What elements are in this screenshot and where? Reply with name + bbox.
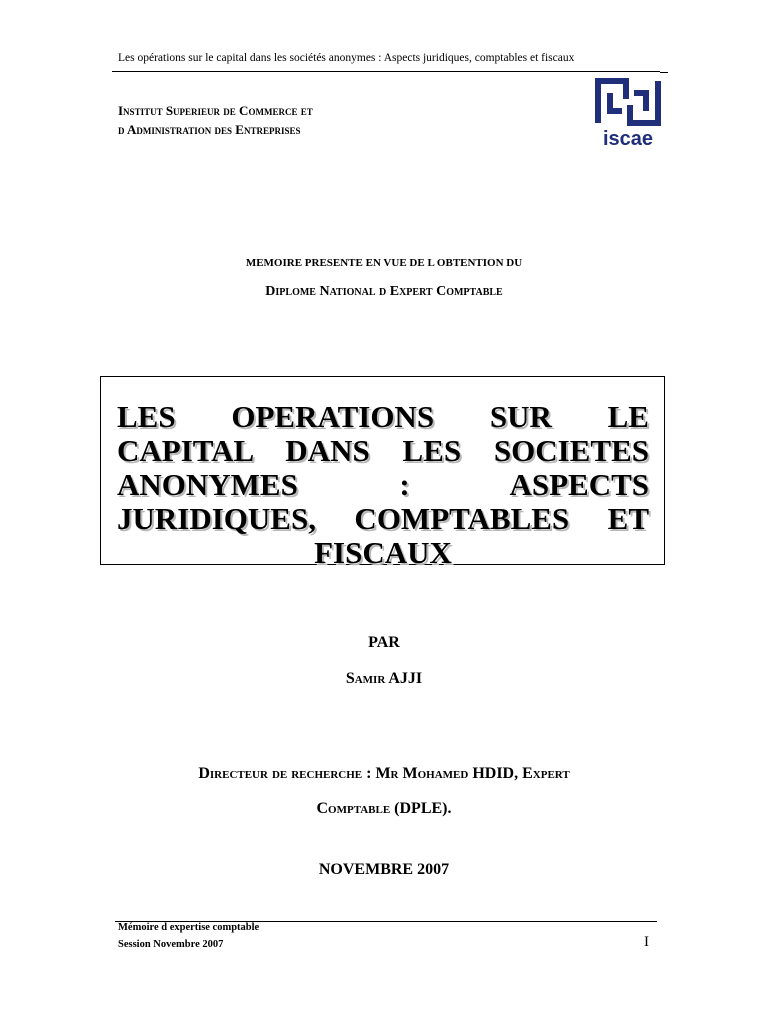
logo-wordmark: iscae (602, 128, 654, 150)
thesis-title: LES OPERATIONS SUR LE CAPITAL DANS LES SOCIETES ANONYMES : ASPECTS JURIDIQUES, COMPTABLES ET FISCAUX (117, 399, 649, 570)
institute-line-2: d Administration des Entreprises (118, 122, 301, 137)
footer-session: Session Novembre 2007 (118, 939, 224, 950)
research-director-line-2: Comptable (DPLE). (316, 800, 452, 817)
research-director-line-1: Directeur de recherche : Mr Mohamed HDID, Expert (198, 765, 570, 782)
institute-name (118, 101, 313, 139)
author-name: Samir AJJI (345, 670, 423, 687)
running-header: Les opérations sur le capital dans les sociétés anonymes : Aspects juridiques, comptables et fiscaux (118, 52, 575, 64)
footer-document-type: Mémoire d expertise comptable (118, 922, 260, 933)
page-number: I (644, 934, 649, 950)
memoire-statement: MEMOIRE PRESENTE EN VUE DE L OBTENTION DU (245, 257, 523, 269)
header-rule-tick (660, 72, 668, 73)
by-label: PAR (368, 634, 400, 651)
institute-line-1: Institut Superieur de Commerce et (118, 103, 313, 118)
diploma-name: Diplome National d Expert Comptable (265, 284, 503, 299)
submission-date: NOVEMBRE 2007 (318, 861, 450, 878)
header-rule (112, 71, 660, 72)
